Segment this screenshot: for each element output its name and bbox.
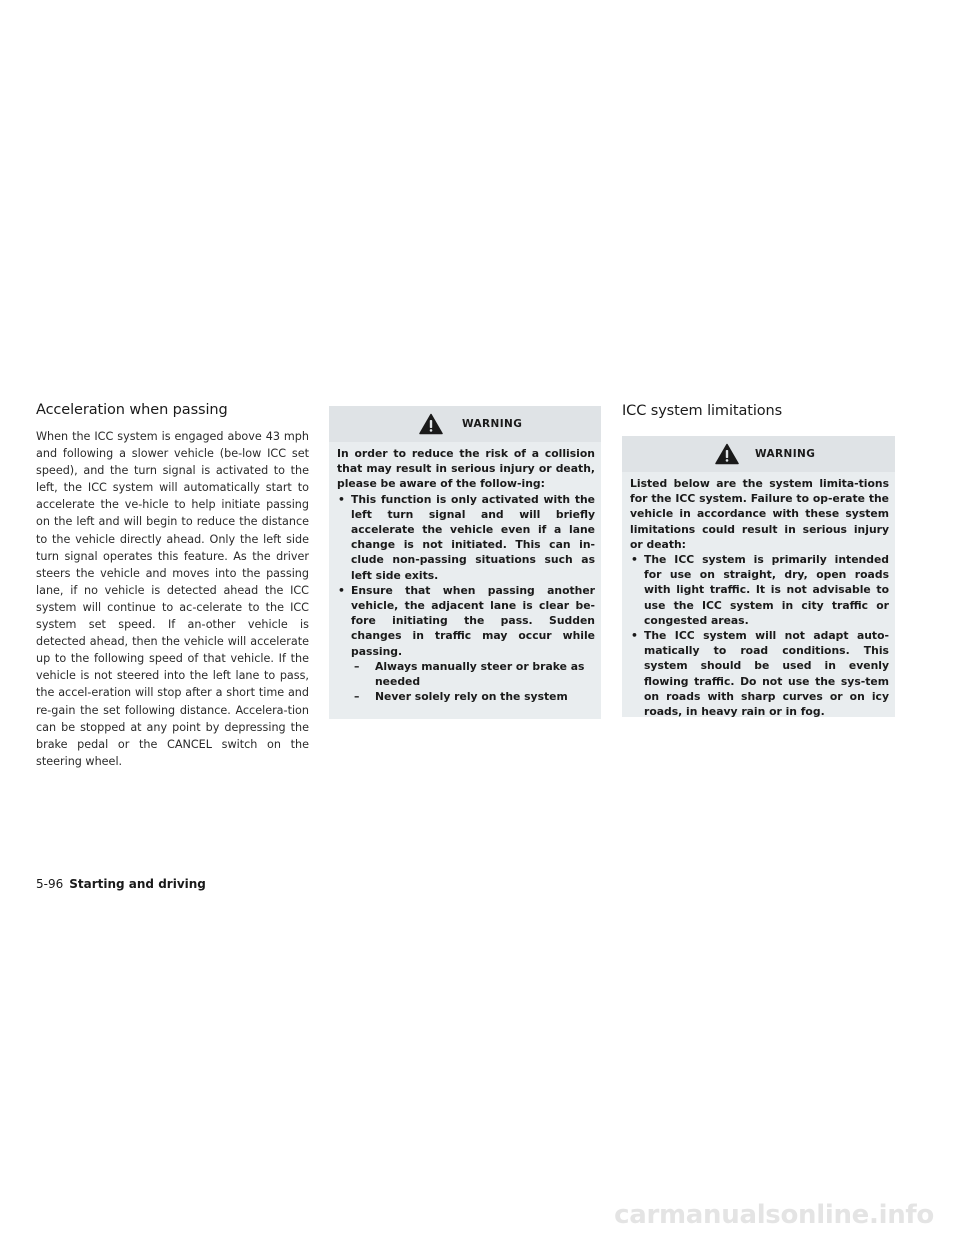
warning-box-limitations — [622, 436, 895, 717]
warning-label: WARNING — [755, 448, 816, 460]
watermark-logo: carmanualsonline.info — [614, 1200, 934, 1230]
warning-bullet-list — [337, 492, 595, 705]
section-heading-acceleration: Acceleration when passing — [36, 402, 228, 418]
warning-bullet: • The ICC system is primarily intended for use on straight, dry, open roads with light traffic. It is not advisable to use the ICC system in city traffic or congested areas. — [630, 552, 889, 628]
warning-intro: In order to reduce the risk of a collision that may result in serious injury or death, please be aware of the follow‐ing: — [337, 447, 595, 491]
page-footer — [36, 877, 206, 891]
warning-bullet — [337, 583, 595, 705]
warning-bullet-list — [630, 552, 889, 719]
section-heading-limitations: ICC system limitations — [622, 403, 783, 419]
page-number: 5-96 — [36, 877, 64, 891]
acceleration-body-text: When the ICC system is engaged above 43 mph and following a slower vehicle (be‐low ICC set speed), and the turn signal is activated to the left, the ICC system will automatically start to accelerate the ve‐hicle to help initiate passing on the left and will begin to reduce the distance to the vehicle directly ahead. Only the left side turn signal operates this feature. As the driver steers the vehicle and moves into the passing lane, if no vehicle is detected ahead the ICC system will continue to ac‐celerate to the ICC system set speed. If an‐other vehicle is detected ahead, then the vehicle will accelerate up to the following speed of that vehicle. If the vehicle is not steered into the left lane to pass, the accel‐eration will stop after a short time and re‐gain the set following distance. Accelera‐tion can be stopped at any point by depressing the brake pedal or the CANCEL switch on the steering wheel. — [36, 430, 309, 768]
warning-body — [329, 442, 601, 704]
warning-intro: Listed below are the system limita‐tions for the ICC system. Failure to op‐erate the vehicle in accordance with these system limitations could result in serious injury or death: — [630, 477, 889, 551]
warning-label: WARNING — [462, 418, 523, 430]
warning-sub-list — [351, 659, 595, 705]
warning-body — [622, 472, 895, 719]
warning-header — [329, 406, 601, 442]
warning-triangle-icon — [715, 443, 739, 465]
warning-sub-bullet: – Never solely rely on the system — [351, 689, 595, 704]
section-name: Starting and driving — [69, 877, 206, 891]
warning-bullet-text: Ensure that when passing another vehicle, the adjacent lane is clear be‐fore initiating the pass. Sudden changes in traffic may occur while passing. — [351, 583, 595, 658]
warning-header — [622, 436, 895, 472]
warning-triangle-icon — [419, 413, 443, 435]
warning-bullet: • This function is only activated with the left turn signal and will briefly accelerate the vehicle even if a lane change is not initiated. This can in‐clude non-passing situations such as left side exits. — [337, 492, 595, 583]
warning-box-passing — [329, 406, 601, 719]
warning-sub-bullet: – Always manually steer or brake as needed — [351, 659, 595, 689]
warning-bullet: • The ICC system will not adapt auto‐matically to road conditions. This system should be used in evenly flowing traffic. Do not use the sys‐tem on roads with sharp curves or on icy roads, in heavy rain or in fog. — [630, 628, 889, 719]
